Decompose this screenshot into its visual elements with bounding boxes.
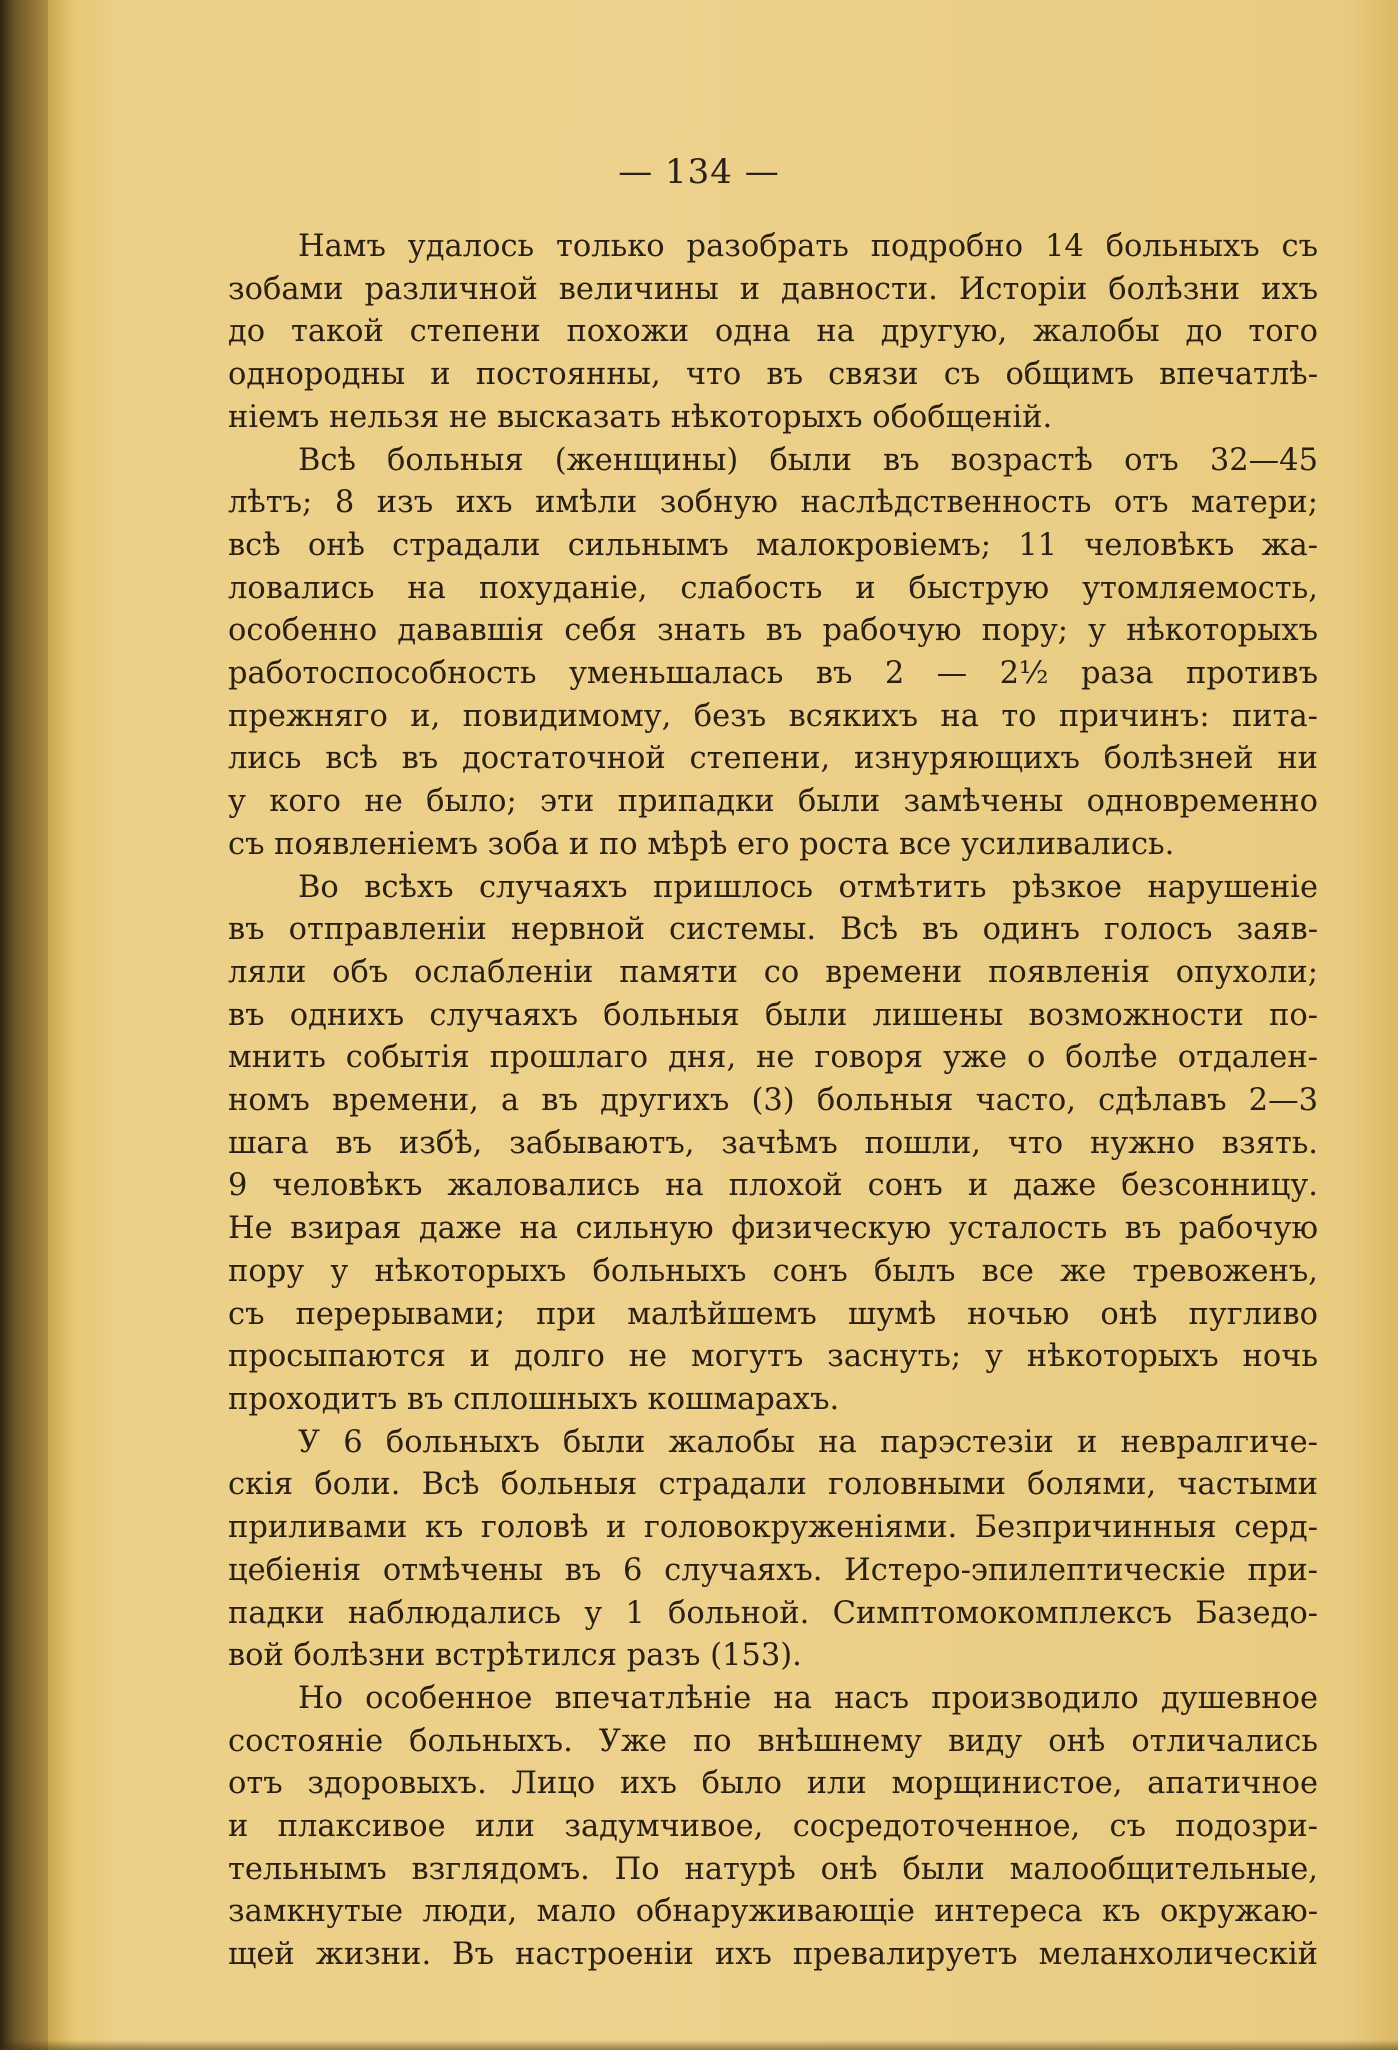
text-line: проходитъ въ сплошныхъ кошмарахъ. xyxy=(228,1381,840,1417)
text-line: Но особенное впечатлѣніе на насъ производило душевное xyxy=(298,1680,1318,1716)
text-line: просыпаются и долго не могутъ заснуть; у нѣкоторыхъ ночь xyxy=(228,1339,1318,1375)
text-line: Намъ удалось только разобрать подробно 14 больныхъ съ xyxy=(298,229,1318,264)
text-line: всѣ онѣ страдали сильнымъ малокровіемъ; 11 человѣкъ жа- xyxy=(228,527,1318,563)
text-line: цебіенія отмѣчены въ 6 случаяхъ. Истеро-эпилептическіе при- xyxy=(228,1552,1318,1588)
text-line: у кого не было; эти припадки были замѣчены одновременно xyxy=(228,784,1318,820)
text-line: съ перерывами; при малѣйшемъ шумѣ ночью онѣ пугливо xyxy=(228,1296,1318,1332)
text-line: скія боли. Всѣ больныя страдали головными болями, частыми xyxy=(228,1467,1318,1503)
text-line: лись всѣ въ достаточной степени, изнуряющихъ болѣзней ни xyxy=(228,741,1318,777)
text-line: номъ времени, а въ другихъ (3) больныя часто, сдѣлавъ 2—3 xyxy=(228,1083,1318,1119)
body-text xyxy=(228,226,1318,1977)
text-line: въ однихъ случаяхъ больныя были лишены возможности по- xyxy=(228,997,1318,1033)
text-line: однородны и постоянны, что въ связи съ общимъ впечатлѣ- xyxy=(228,357,1318,393)
text-line: отъ здоровыхъ. Лицо ихъ было или морщинистое, апатичное xyxy=(228,1766,1318,1802)
text-line: Всѣ больныя (женщины) были въ возрастѣ отъ 32—45 xyxy=(298,442,1318,478)
text-line: У 6 больныхъ были жалобы на парэстезіи и невралгиче- xyxy=(298,1424,1318,1460)
page-bottom-shadow xyxy=(0,2040,1398,2050)
text-line: вой болѣзни встрѣтился разъ (153). xyxy=(228,1638,802,1674)
text-line: работоспособность уменьшалась въ 2 — 2½ раза противъ xyxy=(228,656,1318,692)
text-line: и плаксивое или задумчивое, сосредоточенное, съ подозри- xyxy=(228,1809,1318,1845)
text-line: шага въ избѣ, забываютъ, зачѣмъ пошли, что нужно взять. xyxy=(228,1125,1318,1161)
text-line: мнить событія прошлаго дня, не говоря уже о болѣе отдален- xyxy=(228,1040,1318,1076)
text-line: въ отправленіи нервной системы. Всѣ въ одинъ голосъ заяв- xyxy=(228,912,1318,948)
text-line: ловались на похуданіе, слабость и быструю утомляемость, xyxy=(228,570,1318,606)
text-line: 9 человѣкъ жаловались на плохой сонъ и даже безсонницу. xyxy=(228,1168,1318,1204)
text-line: лѣтъ; 8 изъ ихъ имѣли зобную наслѣдственность отъ матери; xyxy=(228,485,1318,521)
text-line: Не взирая даже на сильную физическую усталость въ рабочую xyxy=(228,1211,1318,1247)
text-line: тельнымъ взглядомъ. По натурѣ онѣ были малообщительные, xyxy=(228,1851,1318,1887)
text-line: пору у нѣкоторыхъ больныхъ сонъ былъ все же тревоженъ, xyxy=(228,1253,1318,1289)
text-line: прежняго и, повидимому, безъ всякихъ на то причинъ: пита- xyxy=(228,698,1318,734)
text-line: замкнутые люди, мало обнаруживающіе интереса къ окружаю- xyxy=(228,1894,1318,1930)
text-line: зобами различной величины и давности. Исторіи болѣзни ихъ xyxy=(228,271,1318,307)
text-line: щей жизни. Въ настроеніи ихъ превалируетъ меланхолическій xyxy=(228,1937,1318,1973)
text-line: до такой степени похожи одна на другую, жалобы до того xyxy=(228,314,1318,350)
text-line: приливами къ головѣ и головокруженіями. Безпричинныя серд- xyxy=(228,1510,1318,1546)
text-line: состояніе больныхъ. Уже по внѣшнему виду онѣ отличались xyxy=(228,1723,1318,1759)
text-line: особенно дававшія себя знать въ рабочую пору; у нѣкоторыхъ xyxy=(228,613,1318,649)
text-line: съ появленіемъ зоба и по мѣрѣ его роста все усиливались. xyxy=(228,826,1175,862)
text-line: ніемъ нельзя не высказать нѣкоторыхъ обобщеній. xyxy=(228,399,1053,435)
page-number: — 134 — xyxy=(618,152,780,192)
book-spine-edge xyxy=(0,0,48,2050)
text-line: Во всѣхъ случаяхъ пришлось отмѣтить рѣзкое нарушеніе xyxy=(298,869,1318,905)
text-line: падки наблюдались у 1 больной. Симптомокомплексъ Базедо- xyxy=(228,1595,1318,1631)
text-line: ляли объ ослабленіи памяти со времени появленія опухоли; xyxy=(228,954,1318,990)
